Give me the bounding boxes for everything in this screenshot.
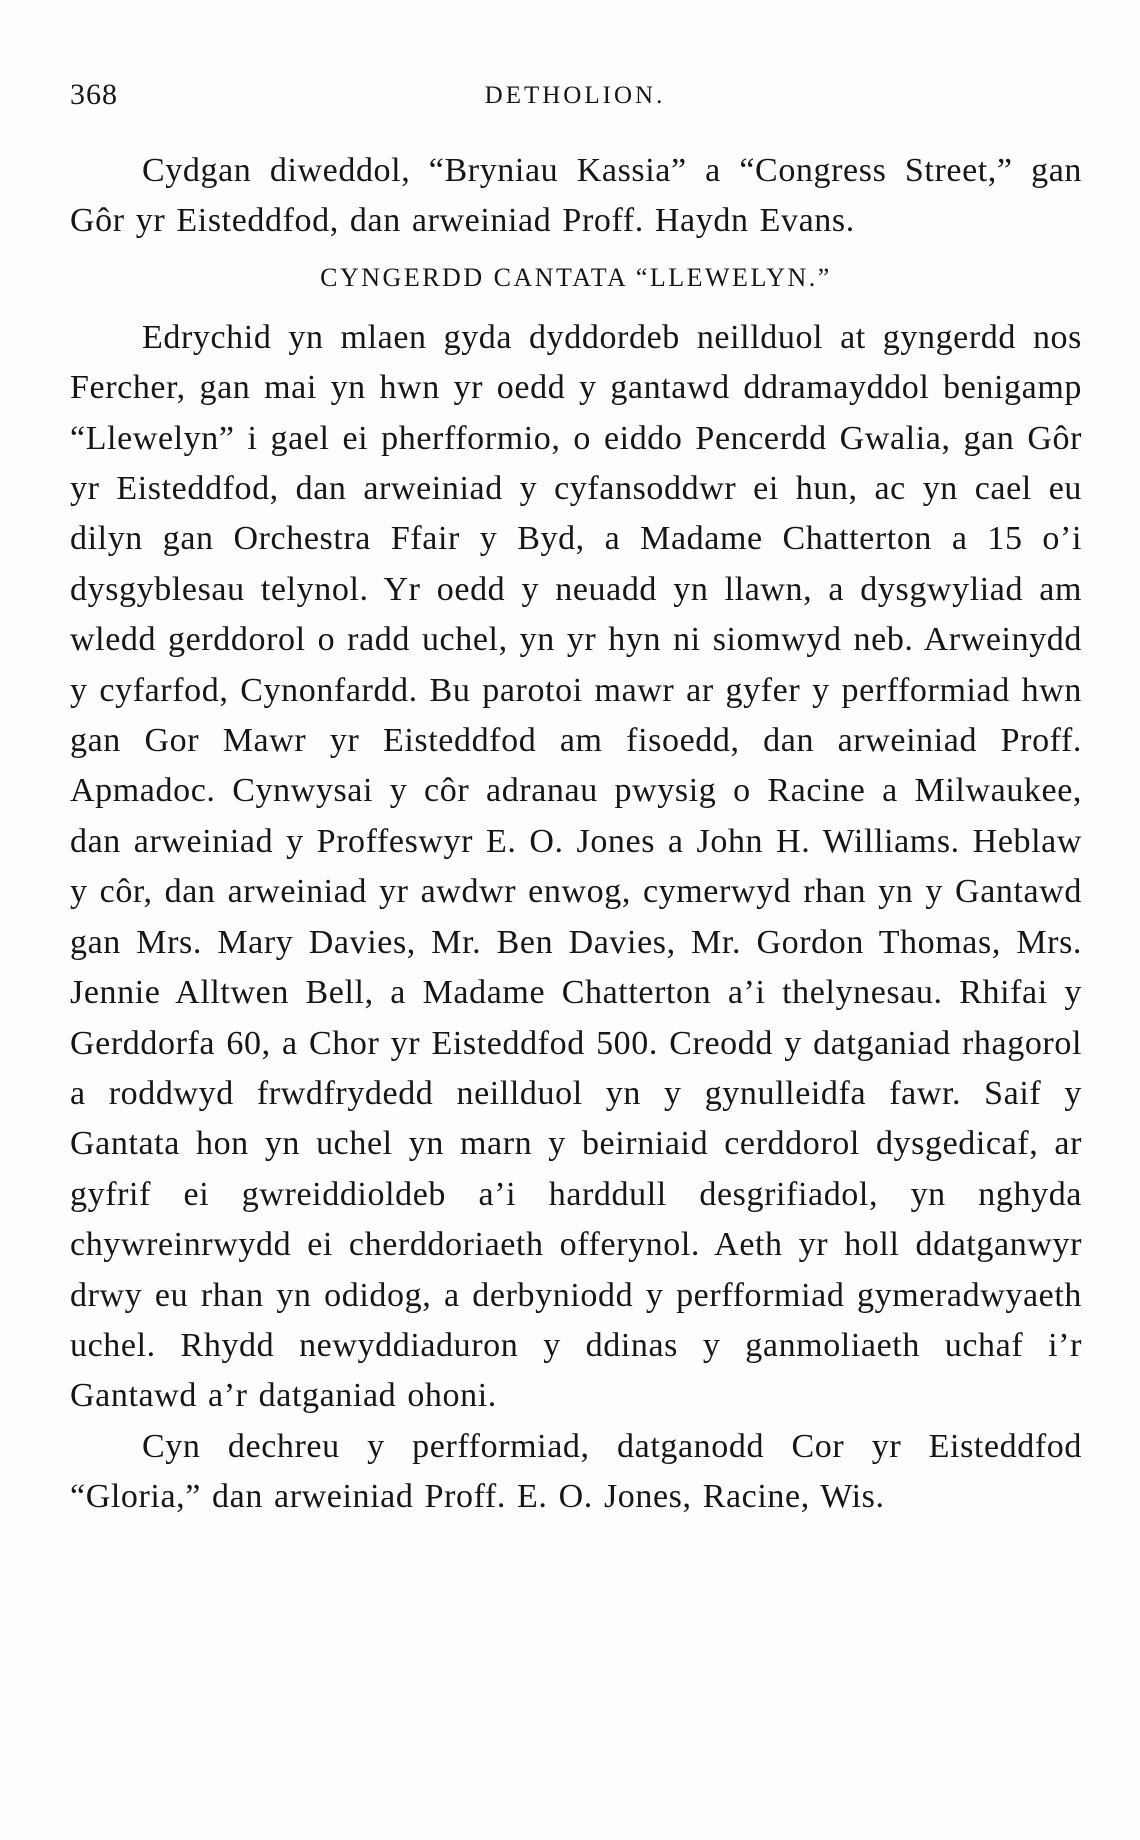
running-head — [70, 78, 1080, 118]
paragraph-gloria: Cyn dechreu y perfformiad, datganodd Cor yr Eisteddfod “Gloria,” dan arweiniad Proff. E. O. Jones, Racine, Wis. — [70, 1427, 1082, 1516]
running-title: DETHOLION. — [484, 82, 666, 109]
body-text — [70, 146, 1082, 1523]
intro-paragraph: Cydgan diweddol, “Bryniau Kassia” a “Congress Street,” gan Gôr yr Eisteddfod, dan arweiniad Proff. Haydn Evans. — [70, 152, 1082, 240]
page-number: 368 — [70, 78, 118, 111]
section-heading: CYNGERDD CANTATA “LLEWELYN.” — [320, 262, 832, 292]
paragraph-llewelyn-concert: Edrychid yn mlaen gyda dyddordeb neillduol at gyngerdd nos Fercher, gan mai yn hwn yr oedd y gantawd ddramayddol benigamp “Llewelyn” i gael ei pherfformio, o eiddo Pencerdd Gwalia, gan Gôr yr Eisteddfod, dan arweiniad y cyfansoddwr ei hun, ac yn cael eu dilyn gan Orchestra Ffair y Byd, a Madame Chatterton a 15 o’i dysgyblesau telynol. Yr oedd y neuadd yn llawn, a dysgwyliad am wledd gerddorol o radd uchel, yn yr hyn ni siomwyd neb. Arweinydd y cyfarfod, Cynonfardd. Bu parotoi mawr ar gyfer y perfformiad hwn gan Gor Mawr yr Eisteddfod am fisoedd, dan arweiniad Proff. Apmadoc. Cynwysai y côr adranau pwysig o Racine a Milwaukee, dan arweiniad y Proffeswyr E. O. Jones a John H. Williams. Heblaw y côr, dan arweiniad yr awdwr enwog, cymerwyd rhan yn y Gantawd gan Mrs. Mary Davies, Mr. Ben Davies, Mr. Gordon Thomas, Mrs. Jennie Alltwen Bell, a Madame Chatterton a’i thelynesau. Rhifai y Gerddorfa 60, a Chor yr Eisteddfod 500. Creodd y datganiad rhagorol a roddwyd frwdfrydedd neillduol yn y gynulleidfa fawr. Saif y Gantata hon yn uchel yn marn y beirniaid cerddorol dysgedicaf, ar gyfrif ei gwreiddioldeb a’i harddull desgrifiadol, yn nghyda chywreinrwydd ei cherddoriaeth offerynol. Aeth yr holl ddatganwyr drwy eu rhan yn odidog, a derbyniodd y perfformiad gymeradwyaeth uchel. Rhydd newyddiaduron y ddinas y ganmoliaeth uchaf i’r Gantawd a’r datganiad ohoni. — [70, 318, 1082, 1415]
